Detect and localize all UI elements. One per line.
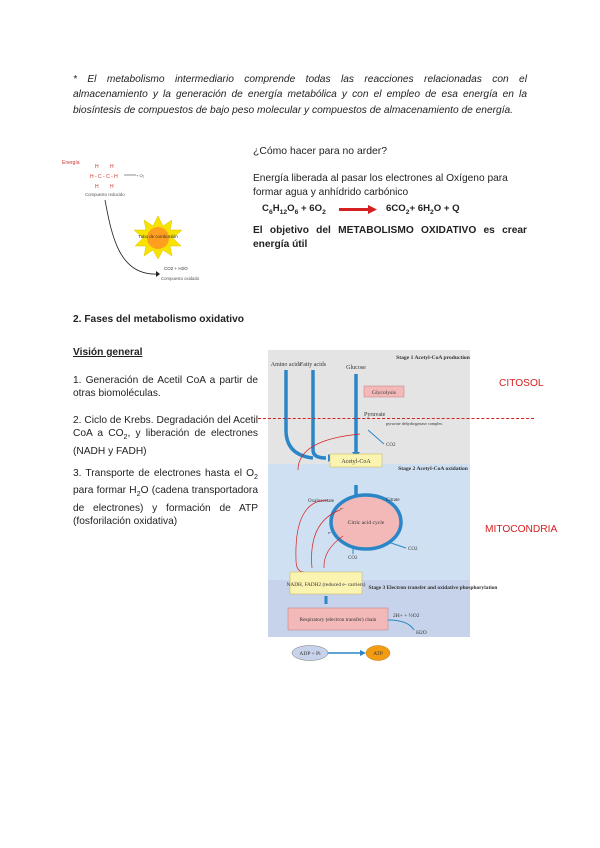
pyruvate-label: Pyruvate bbox=[364, 412, 386, 418]
svg-text:+ O₂: + O₂ bbox=[136, 173, 145, 178]
phase-1: 1. Generación de Acetil CoA a partir de otras biomoléculas. bbox=[73, 375, 258, 400]
input-fatty-acids: Fatty acids bbox=[299, 362, 327, 368]
stage3-label: Stage 3 Electron transfer and oxidative phosphorylation bbox=[368, 585, 498, 591]
co2-stage2-b: CO2 bbox=[408, 547, 418, 552]
respiratory-chain-label: Respiratory (electron transfer) chain bbox=[299, 617, 377, 623]
equation-left: $C_6H_{12}O_6 + 6O_2$ bbox=[262, 203, 326, 216]
stage2-label: Stage 2 Acetyl-CoA oxidation bbox=[398, 466, 468, 472]
input-glucose: Glucose bbox=[346, 365, 366, 371]
svg-text:H: H bbox=[95, 164, 99, 170]
adp-label: ADP + Pi bbox=[299, 651, 321, 657]
co2-label: CO2 + H2O bbox=[164, 266, 188, 271]
co2-stage2-a: CO2 bbox=[348, 556, 358, 561]
svg-text:H: H bbox=[110, 164, 114, 170]
cytosol-boundary-line bbox=[258, 418, 534, 419]
glycolysis-label: Glycolysis bbox=[372, 390, 396, 396]
phase-2: 2. Ciclo de Krebs. Degradación del Acetil CoA a $CO_2$, y liberación de electrones (NADH y FADH) bbox=[73, 415, 258, 457]
atp-label: ATP bbox=[373, 651, 383, 657]
metabolism-diagram bbox=[268, 350, 498, 637]
energy-label: Energía bbox=[62, 160, 80, 166]
input-amino-acids: Amino acids bbox=[270, 362, 302, 368]
pdh-label: pyruvate dehydrogenase complex bbox=[386, 421, 443, 426]
energy-paragraph: Energía liberada al pasar los electrones al Oxígeno para formar agua y anhídrido carbónico bbox=[253, 173, 508, 198]
svg-text:H: H bbox=[110, 184, 114, 190]
oxidized-compound-label: Compuesto oxidado bbox=[161, 276, 200, 281]
atp-synthesis bbox=[290, 642, 400, 664]
cycle-label: Citric acid cycle bbox=[347, 520, 385, 526]
svg-text:H - C - C - H: H - C - C - H bbox=[90, 174, 118, 180]
molecule-structure bbox=[90, 164, 118, 190]
oxidation-illustration bbox=[60, 158, 200, 290]
carriers-label: NADH, FADH2 (reduced e- carriers) bbox=[286, 582, 366, 588]
cytosol-label: CITOSOL bbox=[499, 378, 544, 389]
electron-label-2: e- bbox=[328, 530, 332, 535]
stage1-label: Stage 1 Acetyl-CoA production bbox=[396, 355, 470, 361]
citrate-label: Citrate bbox=[386, 498, 400, 503]
svg-text:H: H bbox=[95, 184, 99, 190]
oxygen-label: 2H+ + ½O2 bbox=[393, 613, 420, 619]
combustion-label: Tubo de combustión bbox=[138, 234, 178, 239]
equation-arrow bbox=[339, 205, 379, 215]
energy-arrow bbox=[156, 271, 160, 277]
equation-right: $6CO_2+ 6H_2O + Q$ bbox=[386, 203, 460, 216]
section-title: 2. Fases del metabolismo oxidativo bbox=[73, 314, 244, 325]
question-text: ¿Cómo hacer para no arder? bbox=[253, 146, 387, 157]
acetyl-coa-label: Acetyl-CoA bbox=[341, 459, 371, 465]
electron-label-1: e- bbox=[340, 506, 344, 511]
oxaloacetate-label: Oxaloacetate bbox=[308, 499, 335, 504]
objective-text: El objetivo del METABOLISMO OXIDATIVO es crear energía útil bbox=[253, 225, 527, 250]
reduced-compound-label: Compuesto reducido bbox=[85, 192, 125, 197]
intro-paragraph: * El metabolismo intermediario comprende todas las reacciones relacionadas con el almacenamiento y la generación de energía metabólica y con el empleo de esa energía en la biosíntesis de compuestos de bajo peso molecular y compuestos de almacenamiento de energía. bbox=[73, 74, 527, 116]
co2-stage1: CO2 bbox=[386, 443, 396, 448]
subsection-title: Visión general bbox=[73, 347, 143, 358]
mitochondria-label: MITOCONDRIA bbox=[485, 524, 558, 535]
water-label: H2O bbox=[416, 630, 427, 636]
phase-3: 3. Transporte de electrones hasta el $O_2$ para formar $H_2O$ (cadena transportadora de electrones) y formación de ATP (fosforilación oxidativa) bbox=[73, 468, 258, 528]
